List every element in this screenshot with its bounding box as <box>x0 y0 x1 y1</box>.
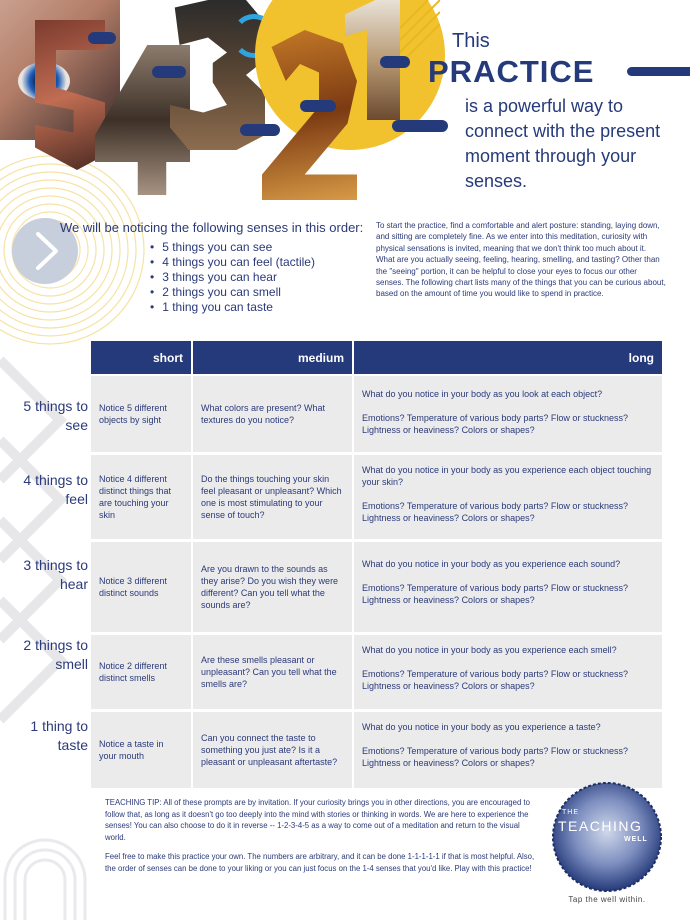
teaching-tip-followup: Feel free to make this practice your own. The numbers are arbitrary, and it can be done 1-1-1-1-1 if that is most helpful. Also, the order of senses can be done to your liking or you can just focus on the 1-4 senses that you'd like. Play with this practice! <box>105 852 535 873</box>
cell-short: Notice 5 different objects by sight <box>91 376 191 452</box>
cell-long <box>354 376 662 452</box>
cell-long <box>354 455 662 539</box>
column-header-long: long <box>354 341 662 374</box>
teaching-tip: TEACHING TIP: All of these prompts are by invitation. If your curiosity brings you in other directions, you are encouraged to follow that, as long as it doesn't go too deeply into the mind with stories or thinking in words. We are here to experience the senses! You can also choose to do it in reverse -- 1-2-3-4-5 as a way to come out of a meditation and return to the visual world. <box>105 798 530 842</box>
long-detail: Emotions? Temperature of various body parts? Flow or stuckness? Lightness or heaviness? Colors or shapes? <box>362 501 628 523</box>
long-detail: Emotions? Temperature of various body parts? Flow or stuckness? Lightness or heaviness? Colors or shapes? <box>362 583 628 605</box>
logo-word-the: THE <box>562 809 579 816</box>
list-item: • 3 things you can hear <box>150 270 315 285</box>
row-label: 2 things to smell <box>23 637 88 672</box>
intro-paragraph: To start the practice, find a comfortable and alert posture: standing, laying down, and sitting are completely fine. As we enter into this meditation, curiosity with physical sensations is invited, meaning that we don't think too much about it. What are you actually seeing, feeling, hearing, smelling, and tasting? Other than the "seeing" portion, it can be helpful to close your eyes to focus our other senses. The following chart lists many of the things that you can be curious about, based on the amount of time you would like to spend in practice. <box>376 221 666 299</box>
column-header-short: short <box>91 341 191 374</box>
cell-medium: Are these smells pleasant or unpleasant? Can you tell what the smells are? <box>193 635 352 709</box>
senses-list <box>150 240 315 315</box>
cell-short: Notice 4 different distinct things that are touching your skin <box>91 455 191 539</box>
row-label: 4 things to feel <box>23 472 88 507</box>
cell-medium: Can you connect the taste to something you just ate? Is it a pleasant or unpleasant aftertaste? <box>193 712 352 788</box>
long-question: What do you notice in your body as you experience each sound? <box>362 559 621 569</box>
cell-long <box>354 542 662 632</box>
headline-rule <box>627 67 690 76</box>
cell-medium: Do the things touching your skin feel pleasant or unpleasant? Which one is most stimulating to your sense of touch? <box>193 455 352 539</box>
list-item: • 1 thing you can taste <box>150 300 315 315</box>
long-detail: Emotions? Temperature of various body parts? Flow or stuckness? Lightness or heaviness? Colors or shapes? <box>362 669 628 691</box>
hero-collage <box>0 0 450 205</box>
logo-word-well: WELL <box>624 836 648 843</box>
cell-long <box>354 635 662 709</box>
hero-tagline: is a powerful way to connect with the present moment through your senses. <box>465 96 661 191</box>
dash <box>300 100 336 112</box>
long-question: What do you notice in your body as you experience each smell? <box>362 645 617 655</box>
dash <box>392 120 448 132</box>
teaching-well-logo <box>548 780 666 895</box>
dash <box>380 56 410 68</box>
list-item: • 2 things you can smell <box>150 285 315 300</box>
cell-short: Notice 3 different distinct sounds <box>91 542 191 632</box>
long-detail: Emotions? Temperature of various body parts? Flow or stuckness? Lightness or heaviness? Colors or shapes? <box>362 413 628 435</box>
row-label: 5 things to see <box>23 398 88 433</box>
long-question: What do you notice in your body as you experience a taste? <box>362 722 601 732</box>
long-detail: Emotions? Temperature of various body parts? Flow or stuckness? Lightness or heaviness? Colors or shapes? <box>362 746 628 768</box>
cell-medium: Are you drawn to the sounds as they arise? Do you wish they were different? Can you tell what the sounds are? <box>193 542 352 632</box>
row-label: 3 things to hear <box>23 557 88 592</box>
dash <box>240 124 280 136</box>
row-label: 1 thing to taste <box>30 718 88 753</box>
cell-medium: What colors are present? What textures do you notice? <box>193 376 352 452</box>
long-question: What do you notice in your body as you experience each object touching your skin? <box>362 465 652 487</box>
dash <box>152 66 186 78</box>
headline-big: PRACTICE <box>428 54 595 89</box>
cell-short: Notice a taste in your mouth <box>91 712 191 788</box>
cell-short: Notice 2 different distinct smells <box>91 635 191 709</box>
logo-circle <box>548 780 666 895</box>
list-item: • 4 things you can feel (tactile) <box>150 255 315 270</box>
column-header-medium: medium <box>193 341 352 374</box>
senses-heading: We will be noticing the following senses in this order: <box>60 220 364 235</box>
headline-small: This <box>452 30 490 52</box>
dash <box>88 32 116 44</box>
list-item: • 5 things you can see <box>150 240 315 255</box>
long-question: What do you notice in your body as you look at each object? <box>362 389 603 399</box>
cell-long <box>354 712 662 788</box>
logo-word-teaching: TEACHING <box>558 818 643 834</box>
logo-tagline: Tap the well within. <box>568 895 646 904</box>
